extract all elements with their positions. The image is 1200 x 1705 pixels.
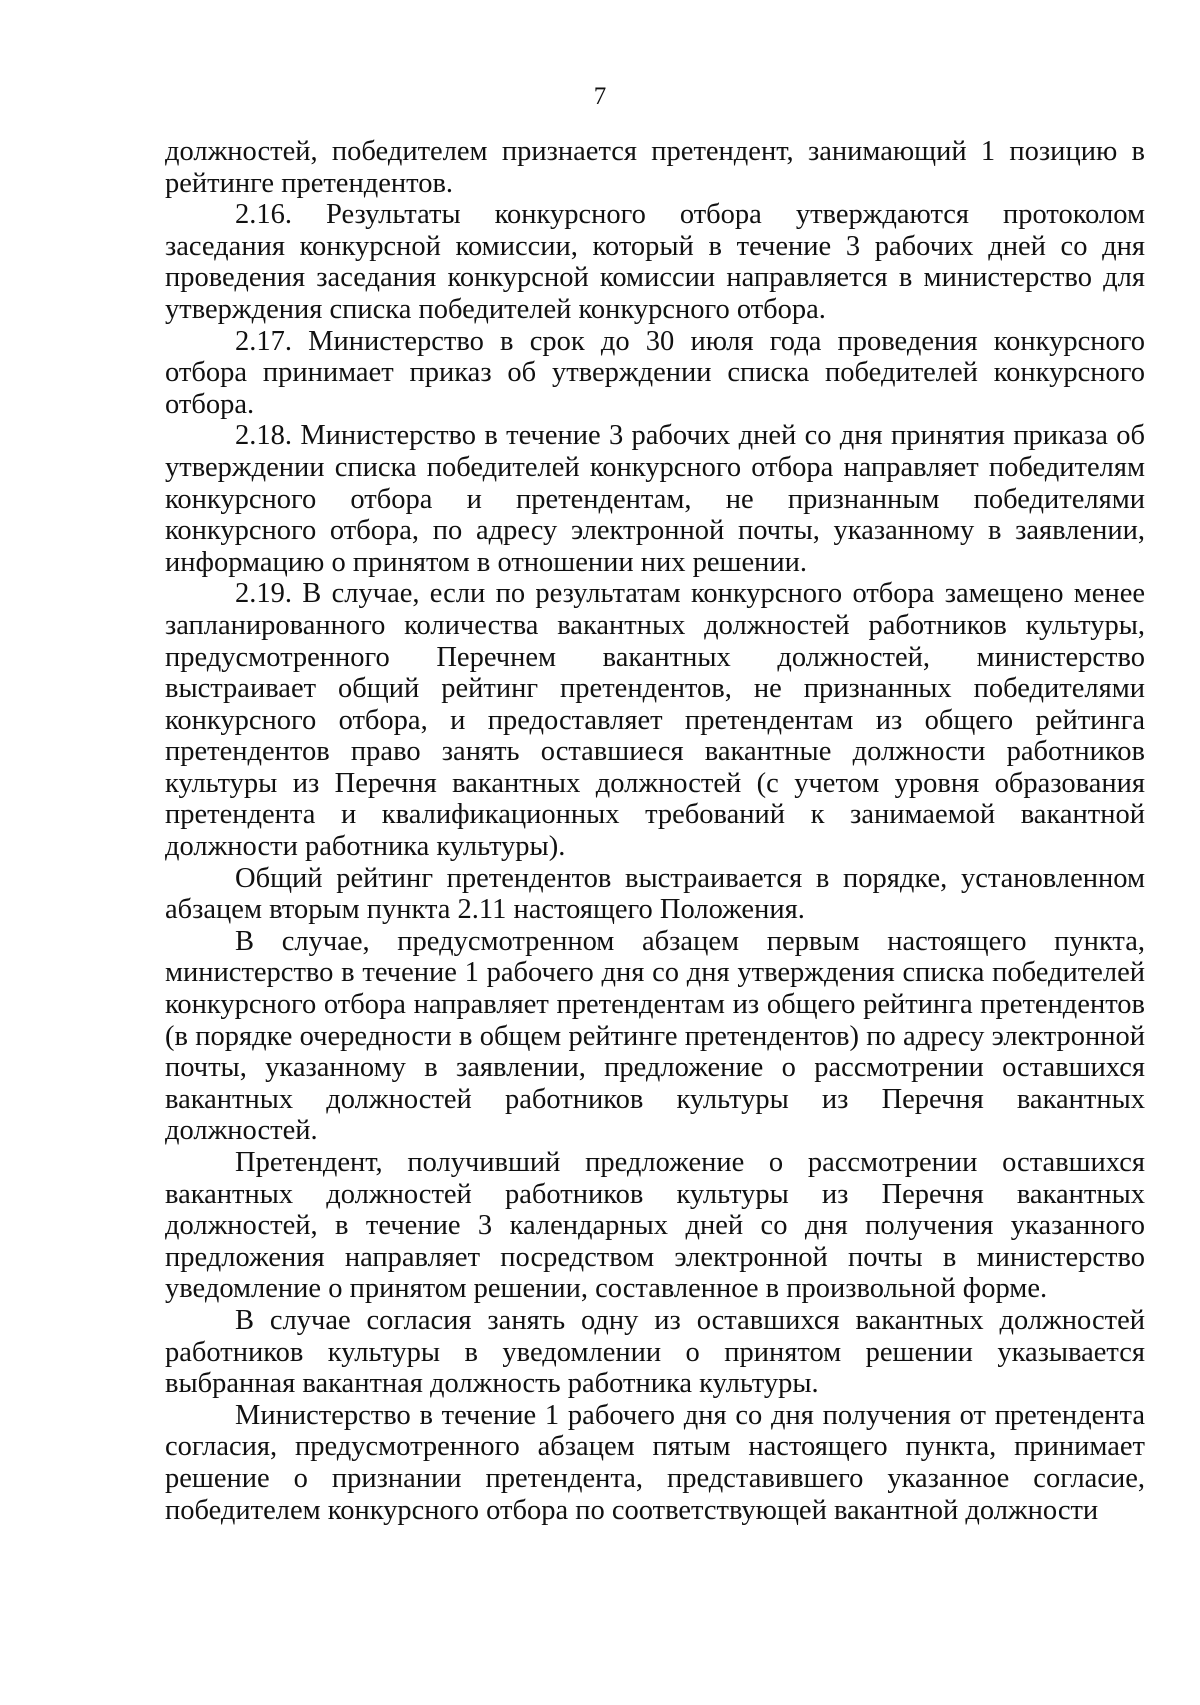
paragraph bbox=[165, 578, 1145, 862]
paragraph bbox=[165, 1305, 1145, 1400]
text-line: проведения заседания конкурсной комиссии направляется в министерство для bbox=[165, 262, 1145, 294]
text-line: должностей. bbox=[165, 1115, 318, 1147]
text-line: 2.19. В случае, если по результатам конкурсного отбора замещено менее bbox=[235, 578, 1145, 610]
text-line: запланированного количества вакантных должностей работников культуры, bbox=[165, 609, 1145, 641]
document-body bbox=[165, 136, 1145, 1526]
text-line: отбора. bbox=[165, 388, 255, 420]
text-line: 2.16. Результаты конкурсного отбора утверждаются протоколом bbox=[235, 199, 1145, 231]
text-line: выстраивает общий рейтинг претендентов, не признанных победителями bbox=[165, 673, 1145, 705]
text-line: 2.18. Министерство в течение 3 рабочих дней со дня принятия приказа об bbox=[235, 420, 1145, 452]
text-line: победителем конкурсного отбора по соответствующей вакантной должности bbox=[165, 1494, 1099, 1526]
text-line: выбранная вакантная должность работника культуры. bbox=[165, 1368, 819, 1400]
text-line: уведомление о принятом решении, составленное в произвольной форме. bbox=[165, 1273, 1048, 1305]
paragraph bbox=[165, 420, 1145, 578]
text-line: отбора принимает приказ об утверждении списка победителей конкурсного bbox=[165, 357, 1145, 389]
text-line: информацию о принятом в отношении них решении. bbox=[165, 546, 808, 578]
text-line: вакантных должностей работников культуры из Перечня вакантных bbox=[165, 1178, 1145, 1210]
paragraph bbox=[165, 1400, 1145, 1526]
text-line: абзацем вторым пункта 2.11 настоящего Положения. bbox=[165, 894, 805, 926]
text-line: предусмотренного Перечнем вакантных должностей, министерство bbox=[165, 641, 1145, 673]
text-line: должностей, победителем признается претендент, занимающий 1 позицию в bbox=[165, 136, 1145, 167]
text-line: конкурсного отбора направляет претендентам из общего рейтинга претендентов bbox=[165, 989, 1145, 1021]
text-line: утверждении списка победителей конкурсного отбора направляет победителям bbox=[165, 451, 1145, 483]
text-line: конкурсного отбора, по адресу электронной почты, указанному в заявлении, bbox=[165, 515, 1145, 547]
text-line: конкурсного отбора, и предоставляет претендентам из общего рейтинга bbox=[165, 704, 1145, 736]
paragraph bbox=[165, 863, 1145, 926]
text-line: Министерство в течение 1 рабочего дня со дня получения от претендента bbox=[235, 1399, 1145, 1431]
text-line: решение о признании претендента, представившего указанное согласие, bbox=[165, 1462, 1145, 1494]
text-line: министерство в течение 1 рабочего дня со дня утверждения списка победителей bbox=[165, 957, 1145, 989]
text-line: претендентов право занять оставшиеся вакантные должности работников bbox=[165, 736, 1145, 768]
text-line: рейтинге претендентов. bbox=[165, 167, 454, 199]
paragraph bbox=[165, 136, 1145, 199]
text-line: В случае согласия занять одну из оставшихся вакантных должностей bbox=[235, 1304, 1145, 1336]
text-line: почты, указанному в заявлении, предложение о рассмотрении оставшихся bbox=[165, 1052, 1145, 1084]
text-line: вакантных должностей работников культуры из Перечня вакантных bbox=[165, 1083, 1145, 1115]
text-line: предложения направляет посредством электронной почты в министерство bbox=[165, 1241, 1145, 1273]
paragraph bbox=[165, 1147, 1145, 1305]
paragraph bbox=[165, 326, 1145, 421]
page-number: 7 bbox=[593, 83, 607, 110]
text-line: должности работника культуры). bbox=[165, 831, 566, 863]
text-line: согласия, предусмотренного абзацем пятым настоящего пункта, принимает bbox=[165, 1431, 1145, 1463]
paragraph bbox=[165, 199, 1145, 325]
text-line: Общий рейтинг претендентов выстраивается в порядке, установленном bbox=[235, 862, 1145, 894]
text-line: работников культуры в уведомлении о принятом решении указывается bbox=[165, 1336, 1145, 1368]
text-line: претендента и квалификационных требований к занимаемой вакантной bbox=[165, 799, 1145, 831]
text-line: 2.17. Министерство в срок до 30 июля года проведения конкурсного bbox=[235, 325, 1145, 357]
text-line: культуры из Перечня вакантных должностей (с учетом уровня образования bbox=[165, 767, 1145, 799]
text-line: Претендент, получивший предложение о рассмотрении оставшихся bbox=[235, 1147, 1145, 1178]
text-line: В случае, предусмотренном абзацем первым настоящего пункта, bbox=[235, 925, 1145, 957]
paragraph bbox=[165, 926, 1145, 1147]
text-line: должностей, в течение 3 календарных дней со дня получения указанного bbox=[165, 1210, 1145, 1242]
text-line: конкурсного отбора и претендентам, не признанным победителями bbox=[165, 483, 1145, 515]
text-line: заседания конкурсной комиссии, который в течение 3 рабочих дней со дня bbox=[165, 230, 1145, 262]
text-line: (в порядке очередности в общем рейтинге претендентов) по адресу электронной bbox=[165, 1020, 1145, 1052]
text-line: утверждения списка победителей конкурсного отбора. bbox=[165, 293, 826, 325]
